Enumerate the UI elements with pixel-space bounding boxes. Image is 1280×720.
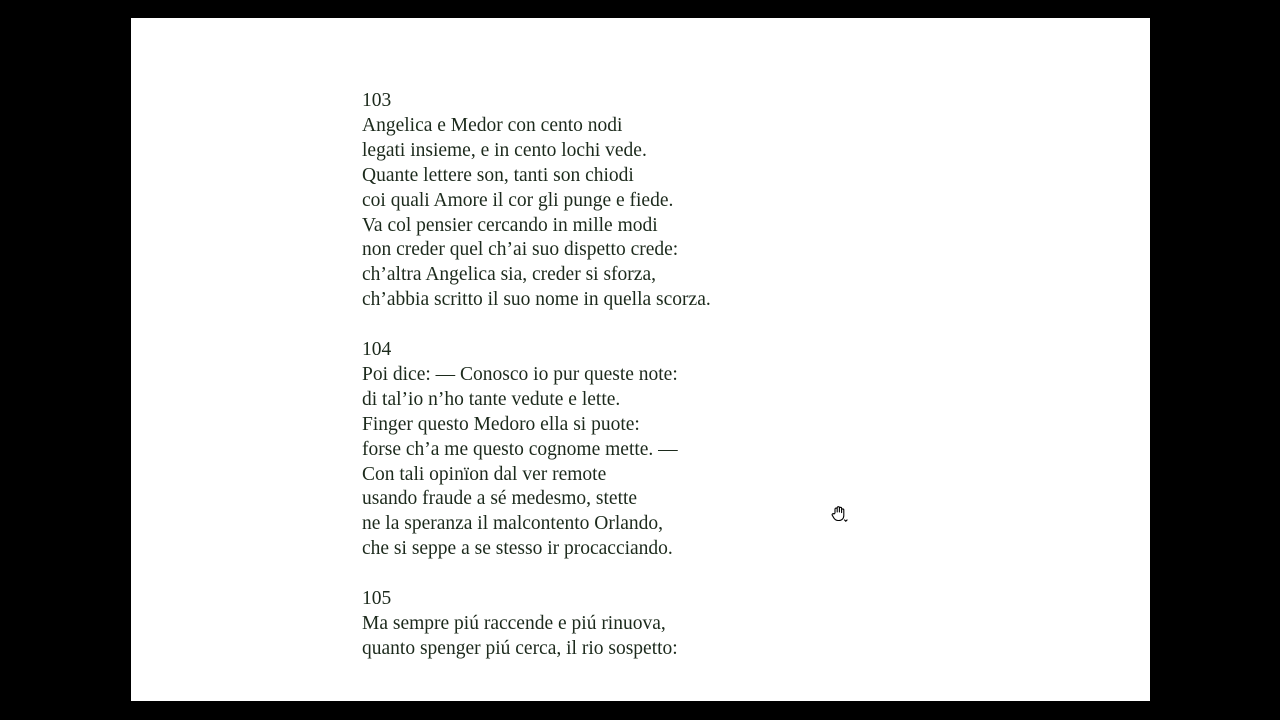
stanza-number: 105: [362, 588, 392, 610]
poem-text: [362, 89, 711, 687]
stanza-number: 103: [362, 90, 392, 111]
stanza-103: [362, 89, 711, 313]
verse-line: forse ch’a me questo cognome mette. —: [362, 438, 678, 460]
stanza-number: 104: [362, 339, 392, 361]
stanza-104: [362, 338, 711, 562]
verse-line: usando fraude a sé medesmo, stette: [362, 488, 638, 510]
verse-line: di tal’io n’ho tante vedute e lette.: [362, 388, 621, 410]
verse-line: ch’abbia scritto il suo nome in quella scorza.: [362, 289, 711, 311]
verse-line: quanto spenger piú cerca, il rio sospetto:: [362, 637, 678, 659]
stanza-105: [362, 587, 711, 662]
verse-line: non creder quel ch’ai suo dispetto crede:: [362, 239, 679, 261]
verse-line: Quante lettere son, tanti son chiodi: [362, 164, 634, 186]
verse-line: Con tali opinïon dal ver remote: [362, 463, 607, 485]
verse-line: Va col pensier cercando in mille modi: [362, 214, 658, 236]
verse-line: legati insieme, e in cento lochi vede.: [362, 139, 647, 161]
verse-line: Angelica e Medor con cento nodi: [362, 114, 623, 136]
verse-line: Ma sempre piú raccende e piú rinuova,: [362, 613, 666, 634]
verse-line: Finger questo Medoro ella si puote:: [362, 413, 640, 435]
verse-line: coi quali Amore il cor gli punge e fiede.: [362, 189, 674, 211]
hand-grab-cursor-icon: [829, 504, 849, 524]
verse-line: che si seppe a se stesso ir procacciando.: [362, 538, 673, 560]
verse-line: Poi dice: — Conosco io pur queste note:: [362, 363, 678, 385]
document-page[interactable]: [131, 18, 1150, 701]
verse-line: ne la speranza il malcontento Orlando,: [362, 513, 664, 535]
verse-line: ch’altra Angelica sia, creder si sforza,: [362, 264, 656, 286]
